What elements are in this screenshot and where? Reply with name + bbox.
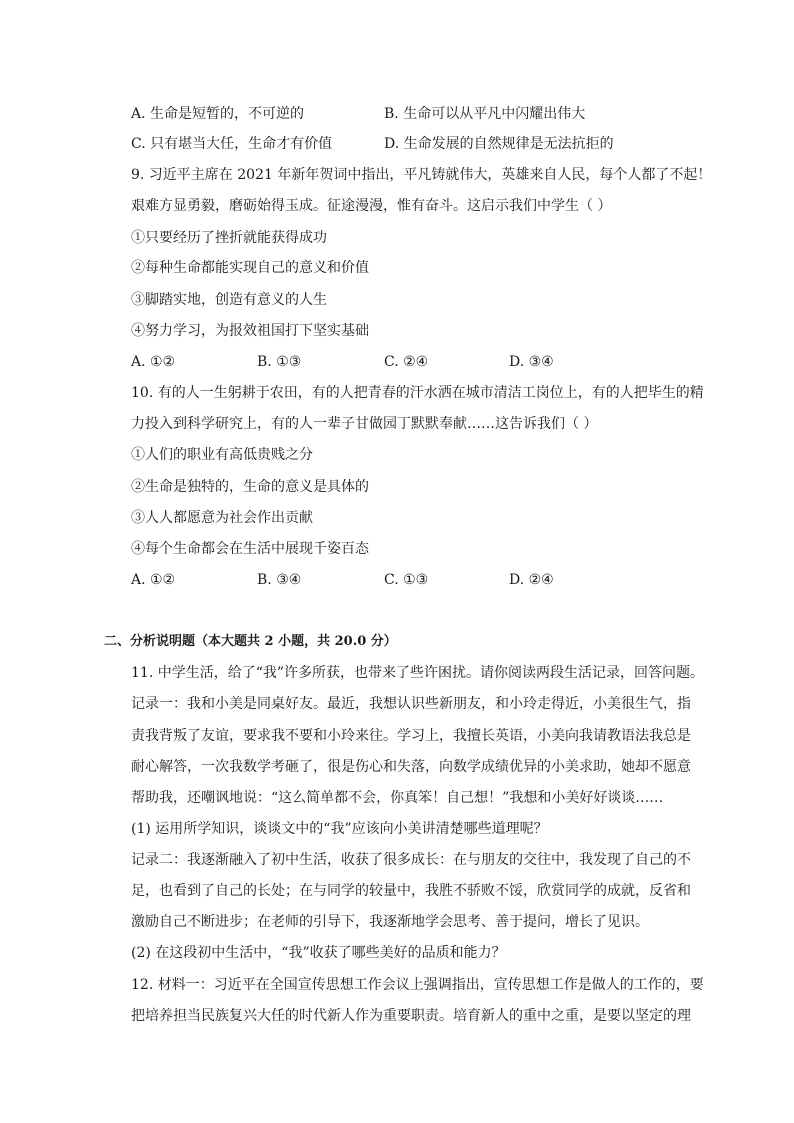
q11-line-9: 激励自己不断进步；在老师的引导下，我逐渐地学会思考、善于提问，增长了见识。 bbox=[131, 914, 649, 930]
q9-option-b: B. ①③ bbox=[257, 354, 302, 370]
q8-option-c: C. 只有堪当大任，生命才有价值 bbox=[131, 136, 333, 152]
q11-line-4: 耐心解答，一次我数学考砸了，很是伤心和失落，向数学成绩优异的小美求助，她却不愿意 bbox=[131, 759, 691, 775]
q11-line-5: 帮助我，还嘲讽地说：“这么简单都不会，你真笨！自己想！”我想和小美好好谈谈…… bbox=[131, 790, 664, 806]
q9-option-d: D. ③④ bbox=[509, 354, 554, 370]
q11-line-2: 记录一：我和小美是同桌好友。最近，我想认识些新朋友，和小玲走得近，小美很生气，指 bbox=[131, 696, 691, 712]
q8-option-d: D. 生命发展的自然规律是无法抗拒的 bbox=[384, 136, 614, 152]
q11-line-8: 足，也看到了自己的长处；在与同学的较量中，我胜不骄败不馁，欣赏同学的成就，反省和 bbox=[131, 883, 691, 899]
q11-line-7: 记录二：我逐渐融入了初中生活，收获了很多成长：在与朋友的交往中，我发现了自己的不 bbox=[131, 852, 691, 868]
q12-line-1: 12. 材料一：习近平在全国宣传思想工作会议上强调指出，宣传思想工作是做人的工作的，要 bbox=[131, 977, 704, 993]
q10-option-b: B. ③④ bbox=[257, 572, 302, 588]
q9-item-1: ①只要经历了挫折就能获得成功 bbox=[131, 230, 327, 246]
q10-option-a: A. ①② bbox=[131, 572, 176, 588]
q10-item-1: ①人们的职业有高低贵贱之分 bbox=[131, 447, 313, 463]
section-2-heading: 二、分析说明题（本大题共 2 小题，共 20.0 分） bbox=[104, 634, 397, 649]
q9-stem-line-2: 艰难方显勇毅，磨砺始得玉成。征途漫漫，惟有奋斗。这启示我们中学生（ ） bbox=[131, 198, 612, 214]
q9-option-a: A. ①② bbox=[131, 354, 176, 370]
q10-option-c: C. ①③ bbox=[384, 572, 429, 588]
q12-line-2: 把培养担当民族复兴大任的时代新人作为重要职责。培育新人的重中之重，是要以坚定的理 bbox=[131, 1008, 691, 1024]
q8-option-b: B. 生命可以从平凡中闪耀出伟大 bbox=[384, 106, 586, 122]
q8-option-a: A. 生命是短暂的，不可逆的 bbox=[131, 106, 305, 122]
q10-stem-line-1: 10. 有的人一生躬耕于农田，有的人把青春的汗水洒在城市清洁工岗位上，有的人把毕生的精 bbox=[131, 385, 704, 401]
q11-subquestion-2: (2) 在这段初中生活中，“我”收获了哪些美好的品质和能力？ bbox=[131, 945, 506, 961]
q11-line-1: 11. 中学生活，给了“我”许多所获，也带来了些许困扰。请你阅读两段生活记录，回答问题。 bbox=[131, 665, 705, 681]
q9-option-c: C. ②④ bbox=[384, 354, 429, 370]
q10-option-d: D. ②④ bbox=[509, 572, 554, 588]
q9-item-3: ③脚踏实地，创造有意义的人生 bbox=[131, 292, 327, 308]
q9-item-2: ②每种生命都能实现自己的意义和价值 bbox=[131, 260, 369, 276]
q10-stem-line-2: 力投入到科学研究上，有的人一辈子甘做园丁默默奉献……这告诉我们（ ） bbox=[131, 416, 598, 432]
q9-item-4: ④努力学习，为报效祖国打下坚实基础 bbox=[131, 323, 369, 339]
q11-subquestion-1: (1) 运用所学知识，谈谈文中的“我”应该向小美讲清楚哪些道理呢？ bbox=[131, 821, 548, 837]
q9-stem-line-1: 9. 习近平主席在 2021 年新年贺词中指出，平凡铸就伟大，英雄来自人民，每个人都了不起！ bbox=[131, 167, 712, 183]
q11-line-3: 责我背叛了友谊，要求我不要和小玲来往。学习上，我擅长英语，小美向我请教语法我总是 bbox=[131, 728, 691, 744]
q10-item-4: ④每个生命都会在生活中展现千姿百态 bbox=[131, 541, 369, 557]
q10-item-2: ②生命是独特的，生命的意义是具体的 bbox=[131, 479, 369, 495]
q10-item-3: ③人人都愿意为社会作出贡献 bbox=[131, 510, 313, 526]
